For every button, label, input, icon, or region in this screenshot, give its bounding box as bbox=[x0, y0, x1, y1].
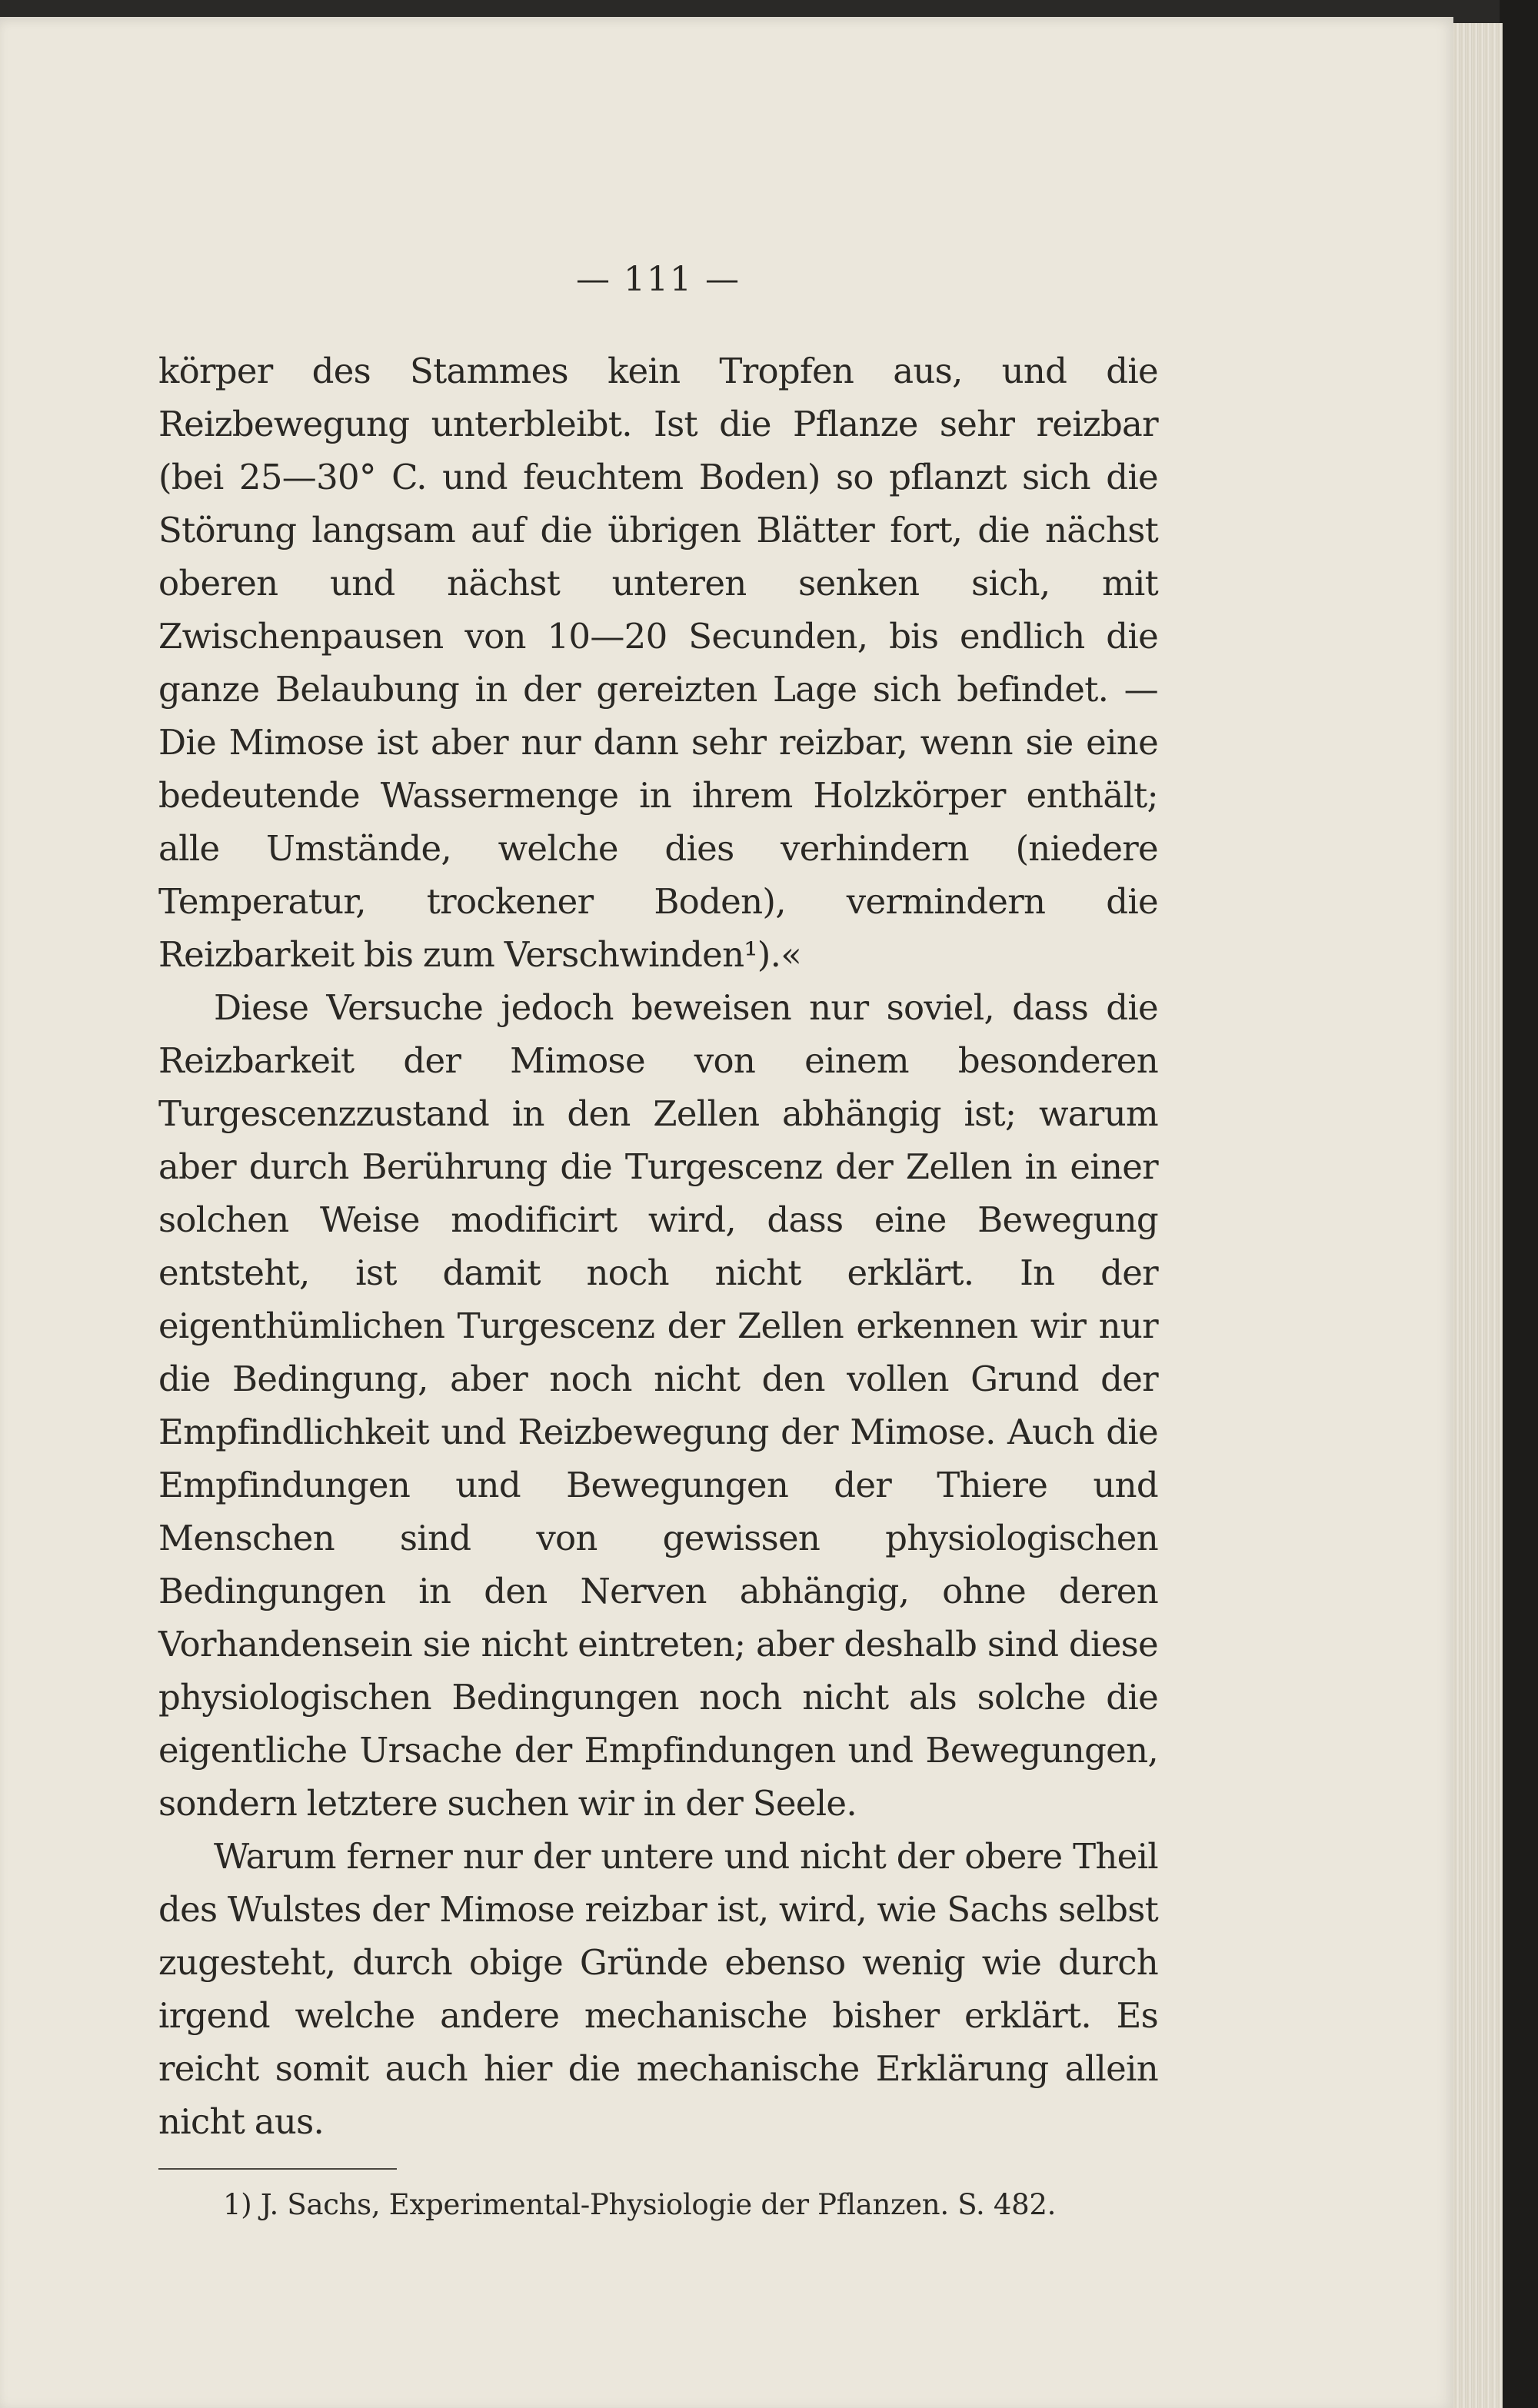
book-binding bbox=[1500, 0, 1538, 2408]
footnote-separator bbox=[158, 2168, 397, 2170]
paragraph-3: Warum ferner nur der untere und nicht der obere Theil des Wulstes der Mimose reizbar ist, wird, wie Sachs selbst zugesteht, durch obige Gründe ebenso wenig wie durch irgend welche andere mechanische bisher erklärt. Es reicht somit auch hier die mechanische Erklärung allein nicht aus. bbox=[158, 1836, 1158, 2142]
paragraph-1: körper des Stammes kein Tropfen aus, und die Reizbewegung unterbleibt. Ist die Pflanze sehr reizbar (bei 25—30° C. und feuchtem Boden) so pflanzt sich die Störung langsam auf die übrigen Blätter fort, die nächst oberen und nächst unteren senken sich, mit Zwischenpausen von 10—20 Secunden, bis endlich die ganze Belaubung in der gereizten Lage sich befindet. — Die Mimose ist aber nur dann sehr reizbar, wenn sie eine bedeutende Wassermenge in ihrem Holzkörper enthält; alle Umstände, welche dies verhindern (niedere Temperatur, trockener Boden), vermindern die Reizbarkeit bis zum Verschwinden¹).« bbox=[158, 351, 1158, 975]
page-number: — 111 — bbox=[576, 260, 741, 299]
paragraph-2: Diese Versuche jedoch beweisen nur soviel, dass die Reizbarkeit der Mimose von einem besonderen Turgescenzzustand in den Zellen abhängig ist; warum aber durch Berührung die Turgescenz der Zellen in einer solchen Weise modificirt wird, dass eine Bewegung entsteht, ist damit noch nicht erklärt. In der eigenthümlichen Turgescenz der Zellen erkennen wir nur die Bedingung, aber noch nicht den vollen Grund der Empfindlichkeit und Reizbewegung der Mimose. Auch die Empfindungen und Bewegungen der Thiere und Menschen sind von gewissen physiologischen Bedingungen in den Nerven abhängig, ohne deren Vorhandensein sie nicht eintreten; aber deshalb sind diese physiologischen Bedingungen noch nicht als solche die eigentliche Ursache der Empfindungen und Bewegungen, sondern letztere suchen wir in der Seele. bbox=[158, 987, 1158, 1824]
page-text-block bbox=[158, 257, 1158, 2227]
body-text bbox=[158, 344, 1158, 2148]
footnote: 1) J. Sachs, Experimental-Physiologie der Pflanzen. S. 482. bbox=[223, 2188, 1057, 2221]
